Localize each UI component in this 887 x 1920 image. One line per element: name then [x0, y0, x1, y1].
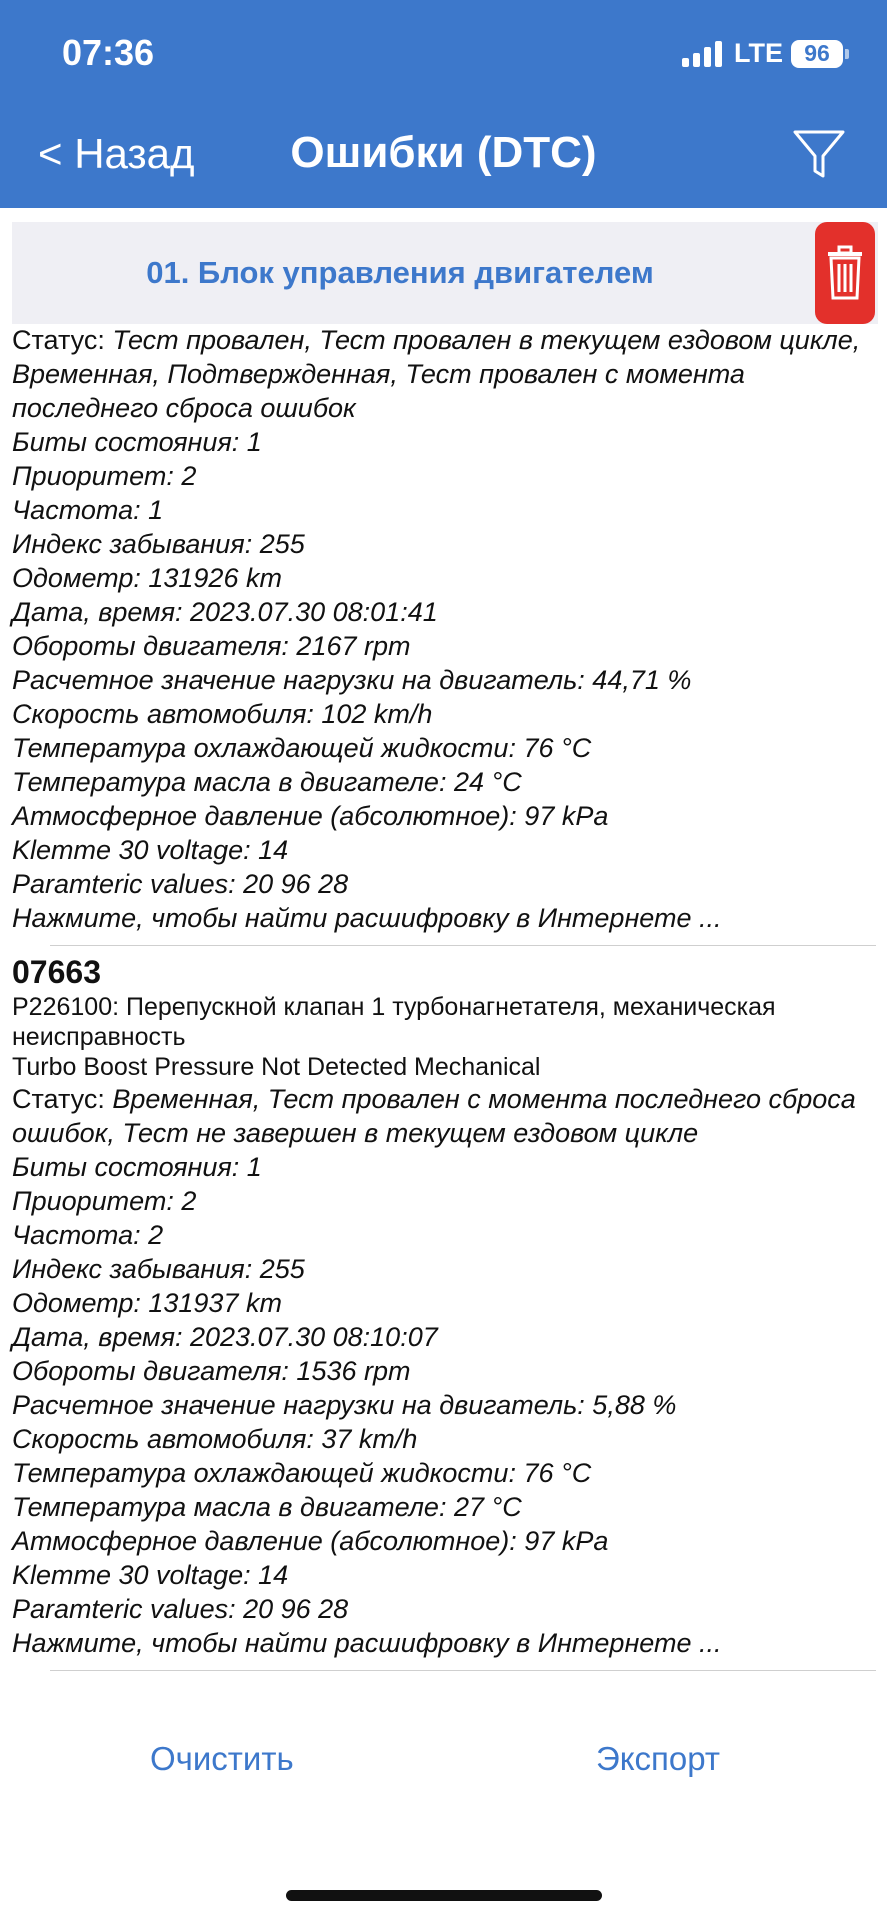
- dtc-detail-line: Частота: 2: [12, 1220, 164, 1250]
- dtc-detail-line: Обороты двигателя: 1536 rpm: [12, 1356, 411, 1386]
- dtc-detail-line: Одометр: 131937 km: [12, 1288, 282, 1318]
- dtc-detail-line: Дата, время: 2023.07.30 08:01:41: [12, 597, 438, 627]
- dtc-detail-line: Одометр: 131926 km: [12, 563, 282, 593]
- dtc-detail-line: Обороты двигателя: 2167 rpm: [12, 631, 411, 661]
- dtc-list-area[interactable]: [0, 208, 887, 1680]
- dtc-detail-line: Температура охлаждающей жидкости: 76 °C: [12, 1458, 592, 1488]
- section-header: [12, 222, 878, 324]
- dtc-detail-line: Klemme 30 voltage: 14: [12, 1560, 289, 1590]
- dtc-detail-line: Биты состояния: 1: [12, 1152, 262, 1182]
- dtc-detail-line: Klemme 30 voltage: 14: [12, 835, 289, 865]
- dtc-code: 07663: [12, 954, 101, 990]
- page-title: Ошибки (DTC): [290, 128, 597, 177]
- dtc-detail-line: Биты состояния: 1: [12, 427, 262, 457]
- dtc-detail-line: Температура масла в двигателе: 24 °C: [12, 767, 522, 797]
- dtc-detail-line: Индекс забывания: 255: [12, 1254, 305, 1284]
- back-button[interactable]: < Назад: [38, 130, 195, 177]
- dtc-detail-line: Дата, время: 2023.07.30 08:10:07: [12, 1322, 438, 1352]
- network-type: LTE: [734, 38, 783, 68]
- dtc-detail-line: Paramteric values: 20 96 28: [12, 869, 349, 899]
- dtc-description: P226100: Перепускной клапан 1 турбонагнетателя, механическая неисправность: [12, 993, 776, 1051]
- dtc-detail-line: Расчетное значение нагрузки на двигатель: 5,88 %: [12, 1390, 677, 1420]
- lookup-link[interactable]: Нажмите, чтобы найти расшифровку в Интернете ...: [12, 903, 722, 933]
- section-title: 01. Блок управления двигателем: [146, 255, 654, 290]
- dtc-detail-line: Атмосферное давление (абсолютное): 97 kPa: [12, 801, 609, 831]
- battery-icon: [791, 40, 849, 68]
- navigation-bar: [0, 0, 887, 208]
- trash-icon[interactable]: [815, 222, 875, 324]
- dtc-status: Статус: Тест провален, Тест провален в текущем ездовом цикле, Временная, Подтвержденная, Тест провален с момента последнего сброса ошибок: [12, 325, 861, 423]
- divider: [50, 1670, 876, 1671]
- dtc-description-en: Turbo Boost Pressure Not Detected Mechanical: [12, 1053, 541, 1081]
- dtc-status: Статус: Временная, Тест провален с момента последнего сброса ошибок, Тест не завершен в текущем ездовом цикле: [12, 1084, 856, 1148]
- divider: [50, 945, 876, 946]
- status-time: 07:36: [62, 32, 155, 73]
- dtc-detail-line: Температура масла в двигателе: 27 °C: [12, 1492, 522, 1522]
- dtc-detail-line: Частота: 1: [12, 495, 164, 525]
- dtc-detail-line: Скорость автомобиля: 102 km/h: [12, 699, 433, 729]
- clear-button[interactable]: Очистить: [150, 1740, 294, 1777]
- export-button[interactable]: Экспорт: [596, 1740, 720, 1777]
- dtc-list: [12, 323, 878, 1677]
- dtc-detail-line: Приоритет: 2: [12, 461, 197, 491]
- signal-icon: [682, 41, 722, 67]
- filter-icon[interactable]: [789, 124, 849, 184]
- dtc-detail-line: Атмосферное давление (абсолютное): 97 kPa: [12, 1526, 609, 1556]
- dtc-detail-line: Индекс забывания: 255: [12, 529, 305, 559]
- dtc-detail-line: Приоритет: 2: [12, 1186, 197, 1216]
- lookup-link[interactable]: Нажмите, чтобы найти расшифровку в Интернете ...: [12, 1628, 722, 1658]
- home-indicator[interactable]: [286, 1890, 602, 1901]
- dtc-detail-line: Paramteric values: 20 96 28: [12, 1594, 349, 1624]
- dtc-detail-line: Расчетное значение нагрузки на двигатель: 44,71 %: [12, 665, 692, 695]
- battery-level: 96: [791, 40, 843, 68]
- status-indicators: [682, 38, 849, 69]
- dtc-entry: [12, 323, 878, 935]
- dtc-detail-line: Скорость автомобиля: 37 km/h: [12, 1424, 418, 1454]
- dtc-entry: [12, 952, 878, 1660]
- dtc-detail-line: Температура охлаждающей жидкости: 76 °C: [12, 733, 592, 763]
